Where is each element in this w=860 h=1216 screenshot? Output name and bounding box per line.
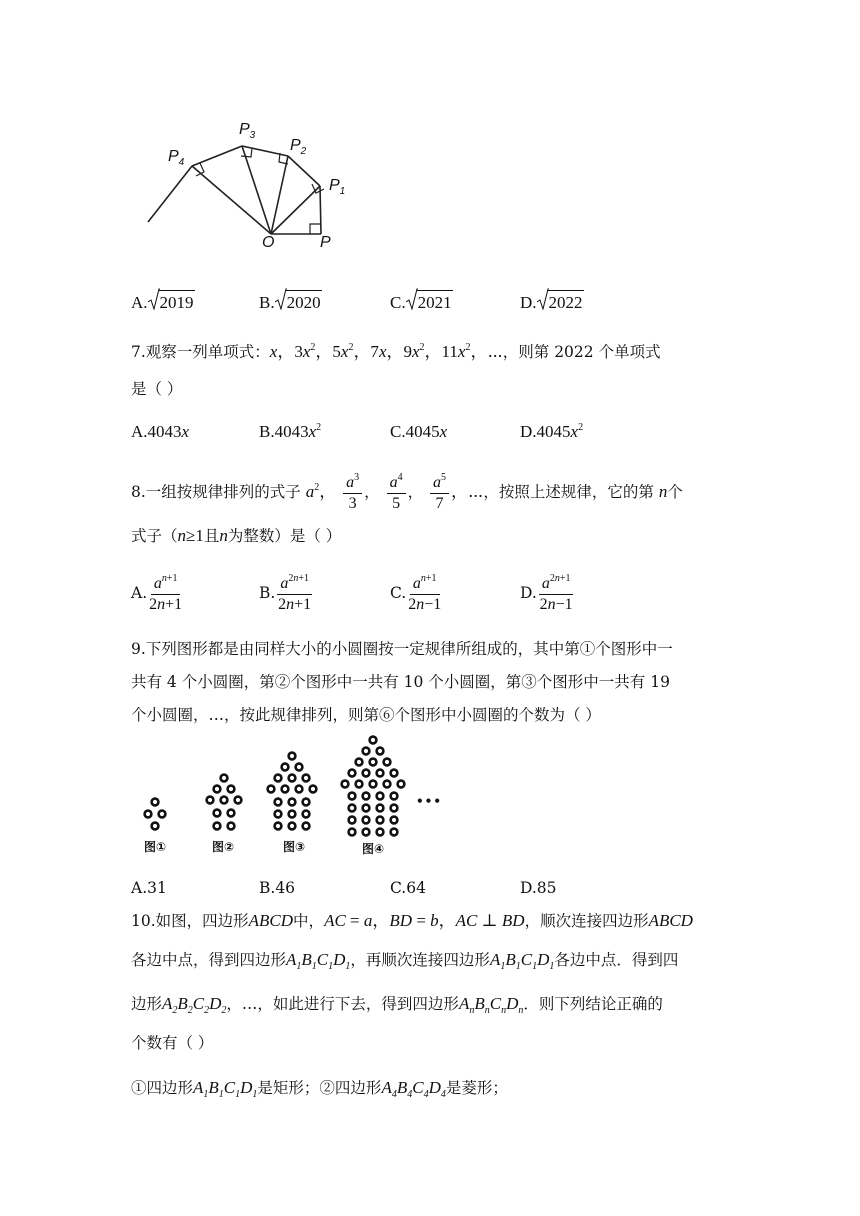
q7-option-a[interactable]: A.4043x	[131, 422, 190, 441]
q8-option-d[interactable]: D. $\frac{a^{2n+1}}{2n-1}$	[520, 572, 573, 613]
q6-option-d[interactable]: D. 2022	[520, 290, 584, 315]
label-p2: $P_2$	[290, 137, 307, 157]
q6-option-c[interactable]: C. 2021	[390, 290, 453, 315]
q9-stem-line1: 9.下列图形都是由同样大小的小圆圈按一定规律所组成的，其中第①个图形中一	[131, 640, 673, 658]
ellipsis: •••	[416, 794, 443, 808]
circle-pattern-figure	[130, 728, 450, 864]
q10-stem-line3: 边形$A_2B_2C_2D_2$，…，如此进行下去，得到四边形$A_nB_nC_nD_n$．则下列结论正确的	[131, 994, 663, 1016]
q7-option-d[interactable]: $D.4045x^2$	[520, 422, 584, 441]
q8-option-c[interactable]: C. $\frac{a^{n+1}}{2n-1}$	[390, 572, 442, 613]
q9-stem-line3: 个小圆圈，…，按此规律排列，则第⑥个图形中小圆圈的个数为（ ）	[131, 706, 601, 724]
fig-label-3: 图③	[283, 840, 306, 854]
q8-stem-line2: 式子（n≥1且n为整数）是（ ）	[131, 526, 342, 545]
fig-label-2: 图②	[212, 840, 235, 854]
label-p3: $P_3$	[239, 121, 256, 141]
q7-stem: 7.观察一列单项式：x，$3x^2$，$5x^2$，7x，$9x^2$，$11x^2$，⋯，则第 2022 个单项式	[131, 342, 661, 361]
extension-line	[148, 166, 192, 222]
q9-option-d[interactable]: D.85	[520, 879, 557, 897]
edge-p1-p	[320, 186, 321, 234]
fig-label-1: 图①	[144, 840, 167, 854]
spiral-figure	[140, 118, 360, 258]
edge-p3-p2	[242, 146, 288, 156]
q10-statement-1-2: ①四边形$A_1B_1C_1D_1$是矩形；②四边形$A_4B_4C_4D_4$是菱形；	[131, 1078, 508, 1100]
q7-option-b[interactable]: $B.4043x^2$	[259, 422, 322, 441]
q9-option-c[interactable]: C.64	[390, 879, 426, 897]
q9-stem-line2: 共有 4 个小圆圈，第②个图形中一共有 10 个小圆圈，第③个图形中一共有 19	[131, 673, 670, 691]
edge-p4-p3	[192, 146, 242, 166]
q6-option-b[interactable]: B. 2020	[259, 290, 322, 315]
label-p4: $P_4$	[168, 148, 185, 168]
fig-label-4: 图④	[362, 842, 385, 856]
q10-stem-line2: 各边中点，得到四边形$A_1B_1C_1D_1$，再顺次连接四边形$A_1B_1C_1D_1$各边中点．得到四	[131, 950, 679, 972]
q6-option-a[interactable]: A. 2019	[131, 290, 195, 315]
q10-stem-line1: 10.如图，四边形ABCD中，AC = a，BD = b，AC ⊥ BD，顺次连接四边形ABCD	[131, 911, 693, 930]
q7-stem-line2: 是（ ）	[131, 380, 183, 398]
q8-option-a[interactable]: A. $\frac{a^{n+1}}{2n+1}$	[131, 572, 183, 613]
label-p: P	[320, 234, 331, 251]
edge-p2-p1	[288, 156, 320, 186]
q9-option-b[interactable]: B.46	[259, 879, 296, 897]
label-o: O	[262, 234, 275, 251]
q9-option-a[interactable]: A.31	[131, 879, 167, 897]
q7-option-c[interactable]: C.4045x	[390, 422, 448, 441]
label-p1: $P_1$	[329, 177, 346, 197]
q10-stem-line4: 个数有（ ）	[131, 1034, 214, 1052]
q8-stem: 8.一组按规律排列的式子 $a^2$， $\frac{a^3}{3}$ ， $\frac{a^4}{5}$ ， $\frac{a^5}{7}$ ，⋯，按照上述规律，它的第 n个	[131, 471, 683, 512]
q8-option-b[interactable]: B. $\frac{a^{2n+1}}{2n+1}$	[259, 572, 312, 613]
